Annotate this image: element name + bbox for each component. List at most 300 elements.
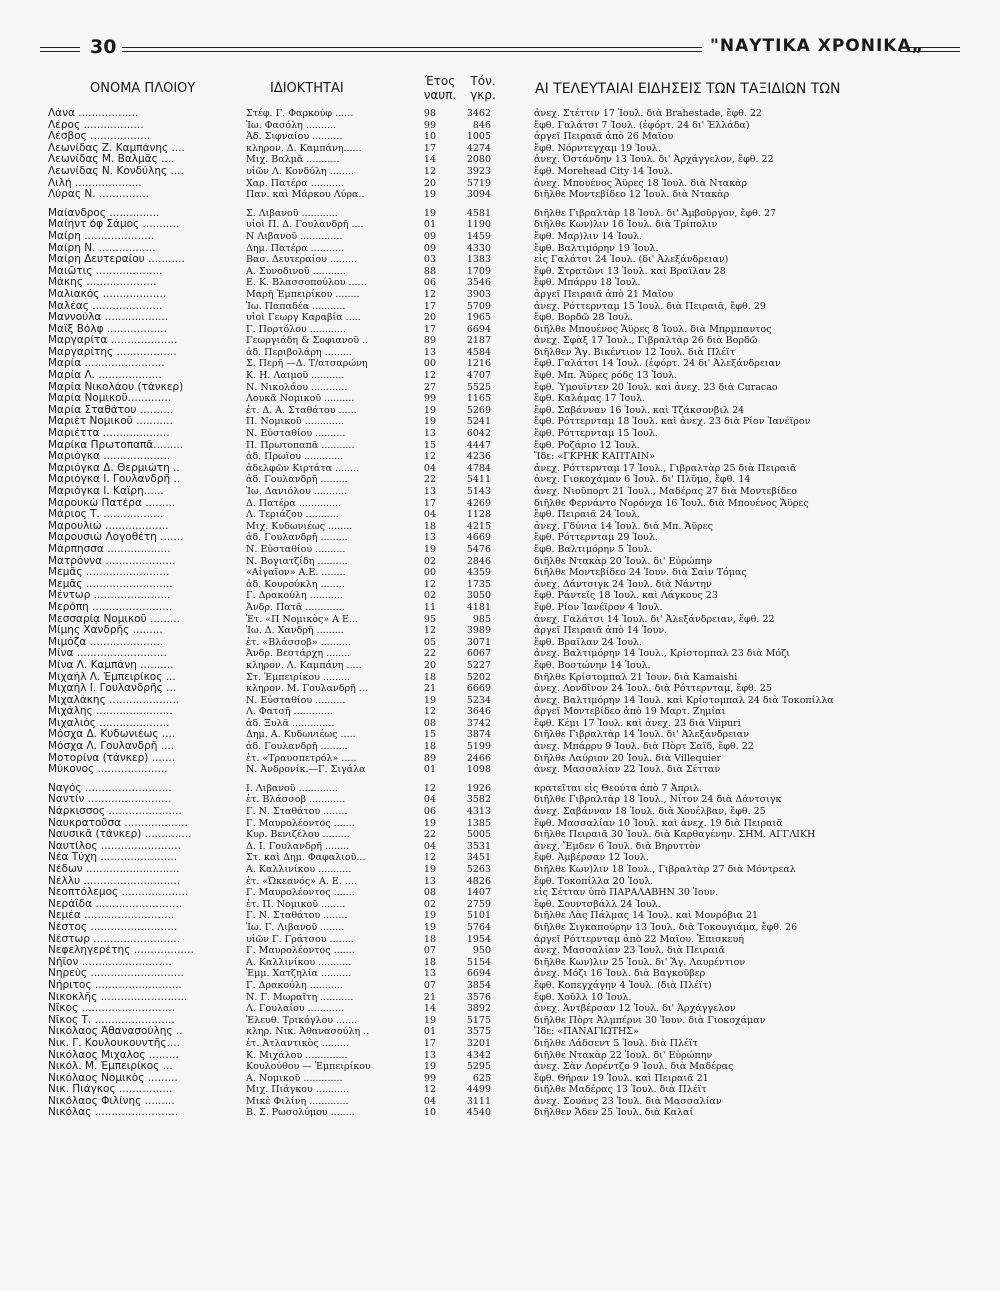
year-built: 99 <box>423 393 436 405</box>
tonnage: 3531 <box>466 840 491 852</box>
year-built: 18 <box>423 520 436 532</box>
tonnage: 4584 <box>466 346 491 358</box>
tonnage: 6694 <box>466 323 491 335</box>
tonnage: 3111 <box>466 1095 491 1107</box>
tonnage: 6042 <box>466 428 491 440</box>
tonnage: 6694 <box>466 968 491 980</box>
ship-name: Μαίρη Δευτεραίου ........... <box>48 254 185 266</box>
tonnage: 950 <box>472 945 491 957</box>
owner-name: Ἐλευθ. Τρικόγλου ....... <box>246 1014 358 1026</box>
owner-name: Μαρῆ Ἐμπειρίκου ........ <box>246 288 360 300</box>
voyage-news: ἔφθ. Ρόττερνταμ 29 Ἰουλ. <box>534 532 658 544</box>
year-built: 17 <box>423 323 436 335</box>
year-built: 19 <box>423 1061 436 1073</box>
voyage-news: ἔφθ. Ρίον Ἰανέϊρον 4 Ἰουλ. <box>534 601 663 613</box>
table-row <box>48 695 960 707</box>
table-row <box>48 143 960 155</box>
owner-name: Κ. Η. Λαιμοῦ ........... <box>246 370 345 382</box>
tonnage: 1190 <box>466 219 491 231</box>
voyage-news: ἀνεχ. Γαλάτσι 14 Ἰουλ. δι' Ἀλεξάνδρειαν, ἔφθ. 22 <box>534 613 775 625</box>
ship-name: Νήϊον ........................... <box>48 956 172 968</box>
table-row <box>48 1061 960 1073</box>
owner-name: ἀδ. Κουρούκλη ........ <box>246 578 345 590</box>
table-row <box>48 718 960 730</box>
table-row <box>48 672 960 684</box>
ship-name: Μιχαλιός ..................... <box>48 717 170 729</box>
owner-name: Α. Καλλινίκου ........... <box>246 864 352 875</box>
tonnage: 3201 <box>466 1037 491 1049</box>
owner-name: Δημ. Πατέρα ........... <box>246 242 344 254</box>
table-row <box>48 1015 960 1027</box>
header-rule-middle <box>122 47 702 52</box>
table-row <box>48 498 960 510</box>
year-built: 00 <box>423 358 436 370</box>
owner-name: Σ. Περῆ —Δ. Τ/ατσαρώνη <box>246 358 368 370</box>
table-row <box>48 753 960 765</box>
tonnage: 5241 <box>466 416 491 428</box>
header-tonnage <box>463 74 503 102</box>
owner-name: ἐτ. Δ. Α. Σταθάτου ...... <box>246 404 357 416</box>
owner-name: ἑτ. «Βλάσσοβ» .......... <box>246 636 351 648</box>
owner-name: Γεωργιάδη & Σοφιανοῦ .. <box>246 335 369 347</box>
voyage-news: ἔφθ. Καλάμας 17 Ἰουλ. <box>534 393 645 405</box>
table-row <box>48 178 960 190</box>
table-row <box>48 208 960 220</box>
voyage-news: διῆλθε Πὸρτ Ἀλμπέρνι 30 Ἰουν. διὰ Γιοκοχάμαν <box>534 1014 766 1026</box>
ship-name: Μίμης Χανδρῆς ......... <box>48 625 163 637</box>
year-built: 04 <box>423 509 436 521</box>
year-built: 19 <box>423 207 436 219</box>
table-row <box>48 637 960 649</box>
ship-name: Λεωνίδας Ζ. Καμπάνης .... <box>48 142 185 154</box>
header-ship-name: ΟΝΟΜΑ ΠΛΟΙΟΥ <box>90 81 196 96</box>
year-built: 22 <box>423 648 436 660</box>
year-built: 04 <box>423 1095 436 1107</box>
table-row <box>48 474 960 486</box>
year-built: 04 <box>423 462 436 474</box>
year-built: 13 <box>423 1049 436 1061</box>
year-built: 01 <box>423 1026 436 1038</box>
tonnage: 4540 <box>466 1107 491 1119</box>
table-row <box>48 706 960 718</box>
year-built: 99 <box>423 1072 436 1084</box>
ship-name: Μαριόγκα .................... <box>48 451 171 463</box>
tonnage: 5101 <box>466 910 491 922</box>
table-row <box>48 382 960 394</box>
table-row <box>48 841 960 853</box>
table-row <box>48 463 960 475</box>
voyage-news: ἔφθ. Γαλάτσι 14 Ἰουλ. (ἐφόρτ. 24 δι' Ἀλεξάνδρειαν <box>534 358 781 370</box>
ship-name: Μιμόζα ...................... <box>48 636 164 648</box>
ship-name: Μαλέας ..................... <box>48 300 163 312</box>
owner-name: Στ. καὶ Δημ. Φαφαλιοῦ... <box>246 852 366 864</box>
page-header <box>40 36 960 62</box>
tonnage: 2466 <box>466 752 491 764</box>
owner-name: Ν. Βογιατζίδη .......... <box>246 555 348 567</box>
ship-name: Νῖκος Τ. ........................ <box>48 1014 175 1026</box>
year-built: 12 <box>423 852 436 864</box>
ship-name: Λεωνίδας Ν. Κονδύλης .... <box>48 165 184 177</box>
tonnage: 1926 <box>466 782 491 794</box>
tonnage: 4236 <box>466 451 491 463</box>
ship-name: Λέσβος .................. <box>48 131 151 143</box>
voyage-news: διῆλθε Μοντεβίδεο 12 Ἰουλ. διὰ Ντακὰρ <box>534 189 730 201</box>
voyage-news: διῆλθε Λὰς Πάλμας 14 Ἰουλ. καὶ Μονρόβια 21 <box>534 910 759 922</box>
tonnage: 4707 <box>466 370 491 382</box>
year-built: 19 <box>423 921 436 933</box>
table-row <box>48 1026 960 1038</box>
year-built: 10 <box>423 1107 436 1119</box>
ship-name: Νάρκισσος ...................... <box>48 806 182 818</box>
voyage-news: ἔφθ. Βραΐλαν 24 Ἰουλ. <box>534 636 643 648</box>
tonnage: 1954 <box>466 933 491 945</box>
ship-name: Ναυσικᾶ (τάνκερ) .............. <box>48 829 192 841</box>
voyage-news: ἀνεχ. Σὰν Λορέντζο 9 Ἰουλ. διὰ Μαδέρας <box>534 1061 734 1073</box>
ship-name: Μαριόγκα Ι. Καΐρη...... <box>48 486 164 497</box>
owner-name: ἀδ. Περιβολάρη ......... <box>246 346 352 358</box>
year-built: 13 <box>423 486 436 497</box>
voyage-news: ἔφθ. Ρόττερνταμ 15 Ἰουλ. <box>534 428 658 440</box>
table-row <box>48 243 960 255</box>
voyage-news: διῆλθε Λάδσεντ 5 Ἰουλ. διὰ Πλέϊτ <box>534 1037 698 1049</box>
table-row <box>48 544 960 556</box>
voyage-news: ἔφθ. Βορδῶ 28 Ἰουλ. <box>534 312 633 324</box>
table-row <box>48 590 960 602</box>
tonnage: 3582 <box>466 794 491 806</box>
owner-name: Λ. Φατσῆ ............. <box>246 706 333 718</box>
owner-name: ἀδ. Ξυλᾶ .............. <box>246 717 335 729</box>
tonnage: 5005 <box>466 829 491 841</box>
year-built: 12 <box>423 625 436 637</box>
tonnage: 5709 <box>466 300 491 312</box>
year-built: 00 <box>423 567 436 579</box>
table-row <box>48 451 960 463</box>
voyage-news: διῆλθε Ντακὰρ 20 Ἰουλ. δι' Εὐρώπην <box>534 555 713 567</box>
owner-name: Γ. Ν. Σταθάτου ........ <box>246 910 348 922</box>
table-row <box>48 876 960 888</box>
year-built: 15 <box>423 729 436 741</box>
year-built: 06 <box>423 806 436 818</box>
table-row <box>48 899 960 911</box>
owner-name: Γ. Δρακούλη ........... <box>246 979 343 991</box>
year-built: 19 <box>423 910 436 922</box>
tonnage: 6669 <box>466 683 491 695</box>
year-built: 95 <box>423 613 436 625</box>
voyage-news: ἀνεχ. Μασσαλίαν 23 Ἰουλ. διὰ Πειραιᾶ <box>534 945 725 957</box>
owner-name: Κυρ. Βενιζέλου ......... <box>246 829 350 841</box>
ship-name: Νικόλαος Φιλίνης ......... <box>48 1095 175 1107</box>
owner-name: Ἐμμ. Χατζηλία .......... <box>246 968 352 980</box>
table-row <box>48 625 960 637</box>
ship-name: Νέστωρ .......................... <box>48 933 181 945</box>
ship-table <box>48 108 960 1126</box>
ship-name: Νικόλας ......................... <box>48 1107 179 1119</box>
voyage-news: ἔφθ. Βαλτιμόρην 19 Ἰουλ. <box>534 242 659 254</box>
page-number: 30 <box>90 36 117 58</box>
year-built: 19 <box>423 694 436 706</box>
table-row <box>48 968 960 980</box>
voyage-news: Ἴδε: «ΓΚΡΗΚ ΚΑΠΤΑΙΝ» <box>534 451 655 463</box>
ship-name: Μιχαὴλ Λ. Ἐμπειρίκος ... <box>48 671 176 683</box>
owner-name: Μικὲ Φιλίνη ............. <box>246 1095 349 1107</box>
year-built: 09 <box>423 230 436 242</box>
owner-name: Ν. Ἀνδρονίκ.—Γ. Σιγάλα <box>246 764 366 776</box>
ship-name: Νικόλαος Μιχαλος ......... <box>48 1049 179 1061</box>
ship-name: Νεμέα ........................... <box>48 910 175 922</box>
voyage-news: διῆλθε Γιβραλτὰρ 18 Ἰουλ. δι' Ἀμβοῦργον, ἔφθ. 27 <box>534 207 777 219</box>
ship-name: Ναυτίλος ........................ <box>48 840 181 852</box>
ship-name: Ναυκρατοῦσα ................... <box>48 817 188 829</box>
ship-name: Νικοκλῆς .......................... <box>48 991 188 1003</box>
ship-name: Μαλιακός ................... <box>48 288 167 300</box>
ship-name: Μαρία Λ. ................... <box>48 370 162 382</box>
table-row <box>48 521 960 533</box>
table-row <box>48 852 960 864</box>
voyage-news: εἰς Γαλάτσι 24 Ἰουλ. (δι' Ἀλεξάνδρειαν) <box>534 254 729 266</box>
tonnage: 5202 <box>466 671 491 683</box>
year-built: 11 <box>423 601 436 613</box>
table-row <box>48 166 960 178</box>
year-built: 07 <box>423 979 436 991</box>
year-built: 03 <box>423 254 436 266</box>
year-built: 01 <box>423 764 436 776</box>
ship-name: Νεφεληγερέτης .................. <box>48 945 194 957</box>
year-built: 14 <box>423 1003 436 1015</box>
table-row <box>48 794 960 806</box>
year-built: 20 <box>423 312 436 324</box>
table-row <box>48 532 960 544</box>
tonnage: 5295 <box>466 1061 491 1073</box>
owner-name: Ε. Κ. Βλασσοπούλου ...... <box>246 277 367 289</box>
table-row <box>48 1084 960 1096</box>
tonnage: 1735 <box>466 578 491 590</box>
table-row <box>48 254 960 266</box>
ship-name: Μαρία ........................ <box>48 358 165 370</box>
header-rule-right <box>900 47 960 52</box>
tonnage: 4669 <box>466 532 491 544</box>
voyage-news: ἀνεχ. Ἔμδεν 6 Ἰουλ. διὰ Βηρυττὸν <box>534 840 701 852</box>
owner-name: Γ. Μαυρολέοντος ....... <box>246 817 355 829</box>
voyage-news: Ἴδε: «ΠΑΝΑΓΙΩΤΗΣ» <box>534 1026 639 1038</box>
voyage-news: διῆλθε Κων)λιν 25 Ἰουλ. δι' Ἅγ. Λαυρέντιον <box>534 956 746 968</box>
owner-name: Γ. Δρακούλη ........... <box>246 590 343 602</box>
year-built: 19 <box>423 1014 436 1026</box>
ship-name: Μόσχα Δ. Κυδωνιέως .... <box>48 729 176 741</box>
header-year-line2: ναυπ. <box>423 88 457 102</box>
year-built: 88 <box>423 265 436 277</box>
table-row <box>48 347 960 359</box>
owner-name: Ν Λιβανοῦ .............. <box>246 230 343 242</box>
owner-name: Ἰω. Φασόλη .......... <box>246 119 337 131</box>
voyage-news: ἔφθ. Κέμι 17 Ἰουλ. καὶ ἀνεχ. 23 διὰ Viipuri <box>534 717 741 729</box>
voyage-news: ἔφθ. Βαλτιμόρην 5 Ἰουλ. <box>534 543 653 555</box>
ship-name: Μαίανδρος ............... <box>48 207 160 219</box>
year-built: 10 <box>423 131 436 143</box>
owner-name: ἑτ. «Ὠκεανός» Α. Ε. .... <box>246 875 357 887</box>
voyage-news: ἔφθ. Θήραν 19 Ἰουλ. καὶ Πειραιᾶ 21 <box>534 1072 709 1084</box>
tonnage: 4581 <box>466 207 491 219</box>
voyage-news: ἀργεῖ Πειραιᾶ ἀπὸ 14 Ἰουν. <box>534 625 668 637</box>
table-row <box>48 120 960 132</box>
table-row <box>48 131 960 143</box>
year-built: 22 <box>423 474 436 486</box>
table-row <box>48 335 960 347</box>
table-row <box>48 992 960 1004</box>
table-row <box>48 219 960 231</box>
ship-name: Νικόλαος Νομικὸς ......... <box>48 1072 178 1084</box>
ship-name: Μαννούλα ................... <box>48 312 169 324</box>
tonnage: 3646 <box>466 706 491 718</box>
voyage-news: ἔφθ. Σουντσβάλλ 24 Ἰουλ. <box>534 898 661 910</box>
ship-name: Μάκης ..................... <box>48 277 157 289</box>
voyage-news: διῆλθε Λαύριον 20 Ἰουλ. διὰ Villequier <box>534 752 722 764</box>
tonnage: 5719 <box>466 177 491 189</box>
table-row <box>48 683 960 695</box>
year-built: 21 <box>423 683 436 695</box>
owner-name: Γ. Μαυρολέοντος ....... <box>246 945 355 957</box>
header-latest-news: ΑΙ ΤΕΛΕΥΤΑΙΑΙ ΕΙΔΗΣΕΙΣ ΤΩΝ ΤΑΞΙΔΙΩΝ ΤΩΝ <box>535 81 841 97</box>
tonnage: 3050 <box>466 590 491 602</box>
tonnage: 4313 <box>466 806 491 818</box>
year-built: 07 <box>423 945 436 957</box>
table-row <box>48 614 960 626</box>
table-row <box>48 1050 960 1062</box>
tonnage: 3071 <box>466 636 491 648</box>
ship-name: Μεσσαρίᾳ Νομικοῦ ......... <box>48 613 181 625</box>
tonnage: 3094 <box>466 189 491 201</box>
owner-name: υἱοὶ Π. Δ. Γουλανδρῆ .... <box>246 219 364 231</box>
year-built: 06 <box>423 277 436 289</box>
tonnage: 3874 <box>466 729 491 741</box>
owner-name: ἑτ. «Τραυσπετρόλ» ..... <box>246 752 357 764</box>
tonnage: 6067 <box>466 648 491 660</box>
tonnage: 1128 <box>466 509 491 521</box>
ship-name: Μερόπη ........................ <box>48 601 173 613</box>
year-built: 12 <box>423 578 436 590</box>
owner-name: ἀδελφῶν Κιρτάτα ........ <box>246 462 360 474</box>
voyage-news: ἔφθ. Ροζάριο 12 Ἰουλ. <box>534 439 640 451</box>
tonnage: 4342 <box>466 1049 491 1061</box>
voyage-news: ἔφθ. Χοῦλλ 10 Ἰουλ. <box>534 991 632 1003</box>
owner-name: Δημ. Α. Κυδωνιέως ..... <box>246 729 356 741</box>
voyage-news: ἀνεχ. Γιοκοχάμαν 6 Ἰουλ. δι' Πλῦμο, ἔφθ. 14 <box>534 474 751 486</box>
table-row <box>48 428 960 440</box>
owner-name: κληρον. Δ. Καμπάνη...... <box>246 142 362 154</box>
owner-name: Στέφ. Γ. Φαρκούφ ...... <box>246 108 354 119</box>
ship-name: Λεωνίδας Μ. Βαλμᾶς .... <box>48 154 175 166</box>
table-row <box>48 358 960 370</box>
ship-name: Μαργαρίτης .................. <box>48 346 177 358</box>
voyage-news: ἔφθ. Στρατῶνι 13 Ἰουλ. καὶ Βραΐλαν 28 <box>534 265 726 277</box>
owner-name: Γ. Ν. Σταθάτου ........ <box>246 806 348 818</box>
year-built: 18 <box>423 933 436 945</box>
year-built: 12 <box>423 288 436 300</box>
tonnage: 3462 <box>466 108 491 119</box>
year-built: 01 <box>423 219 436 231</box>
owner-name: Γ. Πορτόλου ............ <box>246 323 346 335</box>
tonnage: 3903 <box>466 288 491 300</box>
owner-name: Μιχ. Κυδωνιέως ........ <box>246 520 353 532</box>
table-row <box>48 818 960 830</box>
voyage-news: διῆλθε Κων)λιν 16 Ἰουλ. διὰ Τρίπολιν <box>534 219 718 231</box>
ship-name: Νέδων ............................ <box>48 864 180 875</box>
ship-name: Μαιῶτις .................... <box>48 265 163 277</box>
voyage-news: διῆλθε Γιβραλτὰρ 18 Ἰουλ., Νίτον 24 διὰ Δάντσιγκ <box>534 794 782 806</box>
ship-name: Νικόλ. Μ. Ἐμπειρίκος ... <box>48 1061 173 1073</box>
voyage-news: ἔφθ. Κοπεγχάγην 4 Ἰουλ. (διὰ Πλέϊτ) <box>534 979 712 991</box>
ship-name: Μόσχα Λ. Γουλανδρῆ .... <box>48 741 175 753</box>
voyage-news: διῆλθε Σιγκαπούρην 13 Ἰουλ. διὰ Τοκουγιάμα, ἔφθ. 26 <box>534 921 798 933</box>
tonnage: 5764 <box>466 921 491 933</box>
ship-name: Μεμᾶς .......................... <box>48 578 173 590</box>
voyage-news: διῆλθε Φερνάντο Νορόνχα 16 Ἰουλ. διὰ Μπουένος Ἄϋρες <box>534 497 809 509</box>
owner-name: υἱοὶ Γεωργ Καραβία ..... <box>246 312 361 324</box>
tonnage: 3892 <box>466 1003 491 1015</box>
owner-name: Α. Νομικοῦ ............. <box>246 1072 343 1084</box>
owner-name: Μιχ. Πιάγκου ........... <box>246 1084 350 1096</box>
owner-name: Γ. Μαυρολέοντος ....... <box>246 887 355 899</box>
table-row <box>48 1038 960 1050</box>
tonnage: 4784 <box>466 462 491 474</box>
table-row <box>48 741 960 753</box>
year-built: 19 <box>423 416 436 428</box>
ship-name: Μαρουκὼ Πατέρα ......... <box>48 497 176 509</box>
owner-name: Ἀνδρ. Πατᾶ ............. <box>246 601 345 613</box>
tonnage: 5411 <box>466 474 491 486</box>
owner-name: ἑτ. Βλάσσοβ ............ <box>246 794 346 806</box>
owner-name: κληρ. Νικ. Ἀθανασούλη .. <box>246 1026 370 1038</box>
year-built: 13 <box>423 968 436 980</box>
year-built: 22 <box>423 829 436 841</box>
year-built: 08 <box>423 717 436 729</box>
tonnage: 1709 <box>466 265 491 277</box>
voyage-news: ἔφθ. Ρόττερνταμ 18 Ἰουλ. καὶ ἀνεχ. 23 διὰ Ρίον Ἰανέϊρον <box>534 416 811 428</box>
owner-name: κληρον. Λ. Καμπάνη ..... <box>246 659 362 671</box>
tonnage: 5269 <box>466 404 491 416</box>
table-row <box>48 945 960 957</box>
voyage-news: ἀνεχ. Ρόττερνταμ 15 Ἰουλ. διὰ Πειραιᾶ, ἔφθ. 29 <box>534 300 766 312</box>
tonnage: 5476 <box>466 543 491 555</box>
ship-name: Μάριος Τ. .................. <box>48 509 164 521</box>
owner-name: Ἰω. Παπαδέα ........... <box>246 300 346 312</box>
tonnage: 625 <box>472 1072 491 1084</box>
owner-name: Ἀδ. Σιφναίου .......... <box>246 131 343 143</box>
owner-name: Κουλούθου — Ἐμπειρίκου <box>246 1061 371 1073</box>
voyage-news: ἀνεχ. Σφὰξ 17 Ἰουλ., Γιβραλτὰρ 26 διὰ Βορδῶ <box>534 335 758 347</box>
owner-name: υἱῶν Λ. Κονδύλη ........ <box>246 165 354 177</box>
ship-name: Μαΐξ Βόλφ .................. <box>48 323 167 335</box>
table-row <box>48 660 960 672</box>
tonnage: 1165 <box>466 393 491 405</box>
table-row <box>48 1096 960 1108</box>
table-row <box>48 405 960 417</box>
voyage-news: διῆλθεν Ἅγ. Βικέντιον 12 Ἰουλ. διὰ Πλέϊτ <box>534 346 736 358</box>
tonnage: 5143 <box>466 486 491 497</box>
table-row <box>48 189 960 201</box>
year-built: 20 <box>423 659 436 671</box>
year-built: 02 <box>423 555 436 567</box>
year-built: 12 <box>423 165 436 177</box>
table-row <box>48 934 960 946</box>
ship-name: Λάνα .................. <box>48 108 139 119</box>
ship-name: Μαρίκα Πρωτοπαπᾶ......... <box>48 439 184 451</box>
ship-group <box>48 108 960 201</box>
ship-name: Μαρία Νομικοῦ............. <box>48 393 172 405</box>
year-built: 17 <box>423 497 436 509</box>
owner-name: Ἰω. Δανιόλου ........... <box>246 486 347 497</box>
year-built: 19 <box>423 404 436 416</box>
table-row <box>48 312 960 324</box>
